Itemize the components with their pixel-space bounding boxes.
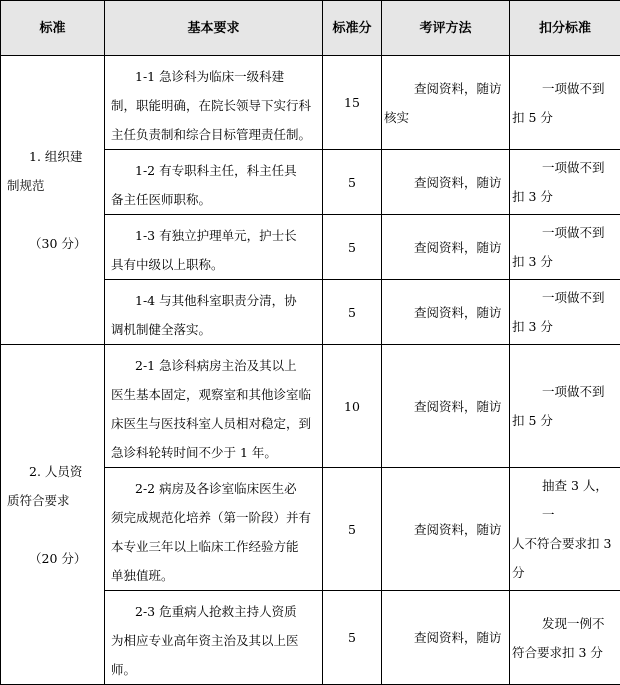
deduction-line: 分 [512, 558, 620, 587]
method-line: 查阅资料，随访 [384, 298, 509, 327]
deduction-cell [510, 56, 620, 150]
header-standard-score: 标准分 [323, 1, 382, 56]
method-cell [382, 215, 510, 280]
deduction-line: 扣 3 分 [512, 312, 620, 341]
method-line: 查阅资料，随访 [384, 392, 509, 421]
method-line: 查阅资料，随访 [384, 168, 509, 197]
requirement-line: 1-3 有独立护理单元，护士长 [111, 221, 318, 250]
method-line: 查阅资料，随访 [384, 515, 509, 544]
score-cell: 15 [323, 56, 382, 150]
deduction-line: 抽查 3 人，一 [512, 471, 620, 529]
header-deduction-standard: 扣分标准 [510, 1, 620, 56]
deduction-line: 一项做不到 [512, 283, 620, 312]
deduction-cell [510, 150, 620, 215]
deduction-line: 一项做不到 [512, 377, 620, 406]
requirement-line: 须完成规范化培养（第一阶段）并有 [111, 503, 318, 532]
requirement-line: 为相应专业高年资主治及其以上医 [111, 626, 318, 655]
requirement-cell [105, 56, 323, 150]
requirement-line: 具有中级以上职称。 [111, 250, 318, 279]
requirement-line: 1-1 急诊科为临床一级科建 [111, 62, 318, 91]
category-line: 质符合要求 [7, 486, 102, 515]
deduction-line: 人不符合要求扣 3 [512, 529, 620, 558]
deduction-line: 一项做不到 [512, 218, 620, 247]
category-line: （30 分） [7, 229, 102, 258]
deduction-line: 扣 3 分 [512, 247, 620, 276]
deduction-cell [510, 468, 620, 591]
category-line: 制规范 [7, 171, 102, 200]
header-standard: 标准 [1, 1, 105, 56]
method-line: 查阅资料，随访 [384, 233, 509, 262]
deduction-line: 符合要求扣 3 分 [512, 638, 620, 667]
deduction-line: 扣 3 分 [512, 182, 620, 211]
requirement-line: 2-3 危重病人抢救主持人资质 [111, 597, 318, 626]
requirement-line: 1-4 与其他科室职责分清，协 [111, 286, 318, 315]
category-line [7, 515, 102, 544]
method-cell [382, 56, 510, 150]
method-line: 核实 [384, 103, 509, 132]
deduction-line: 一项做不到 [512, 74, 620, 103]
method-cell [382, 280, 510, 345]
deduction-line: 扣 5 分 [512, 103, 620, 132]
deduction-cell [510, 345, 620, 468]
requirement-line: 师。 [111, 655, 318, 684]
requirement-cell [105, 215, 323, 280]
requirement-cell [105, 150, 323, 215]
table-row [1, 56, 620, 150]
deduction-line: 一项做不到 [512, 153, 620, 182]
deduction-line: 扣 5 分 [512, 406, 620, 435]
requirement-line: 备主任医师职称。 [111, 185, 318, 214]
requirement-line: 2-2 病房及各诊室临床医生必 [111, 474, 318, 503]
requirement-line: 医生基本固定，观察室和其他诊室临 [111, 380, 318, 409]
score-cell: 5 [323, 215, 382, 280]
requirement-line: 单独值班。 [111, 561, 318, 590]
method-cell [382, 150, 510, 215]
category-cell [1, 345, 105, 685]
score-cell: 10 [323, 345, 382, 468]
deduction-cell [510, 591, 620, 685]
requirement-line: 床医生与医技科室人员相对稳定，到 [111, 409, 318, 438]
category-line: 2. 人员资 [7, 457, 102, 486]
deduction-cell [510, 215, 620, 280]
deduction-line: 发现一例不 [512, 609, 620, 638]
requirement-line: 主任负责制和综合目标管理责任制。 [111, 120, 318, 149]
requirement-line: 1-2 有专职科主任，科主任具 [111, 156, 318, 185]
method-cell [382, 468, 510, 591]
requirement-cell [105, 591, 323, 685]
requirement-cell [105, 345, 323, 468]
score-cell: 5 [323, 591, 382, 685]
header-basic-requirements: 基本要求 [105, 1, 323, 56]
header-row [1, 1, 620, 56]
score-cell: 5 [323, 280, 382, 345]
method-cell [382, 591, 510, 685]
category-cell [1, 56, 105, 345]
category-line: （20 分） [7, 544, 102, 573]
requirement-line: 本专业三年以上临床工作经验方能 [111, 532, 318, 561]
method-line: 查阅资料，随访 [384, 623, 509, 652]
requirement-line: 急诊科轮转时间不少于 1 年。 [111, 438, 318, 467]
requirement-line: 调机制健全落实。 [111, 315, 318, 344]
table-row [1, 345, 620, 468]
method-cell [382, 345, 510, 468]
score-cell: 5 [323, 468, 382, 591]
score-cell: 5 [323, 150, 382, 215]
requirement-line: 2-1 急诊科病房主治及其以上 [111, 351, 318, 380]
category-line: 1. 组织建 [7, 142, 102, 171]
header-evaluation-method: 考评方法 [382, 1, 510, 56]
requirement-line: 制，职能明确，在院长领导下实行科 [111, 91, 318, 120]
category-line [7, 200, 102, 229]
requirement-cell [105, 280, 323, 345]
method-line: 查阅资料，随访 [384, 74, 509, 103]
deduction-cell [510, 280, 620, 345]
requirement-cell [105, 468, 323, 591]
